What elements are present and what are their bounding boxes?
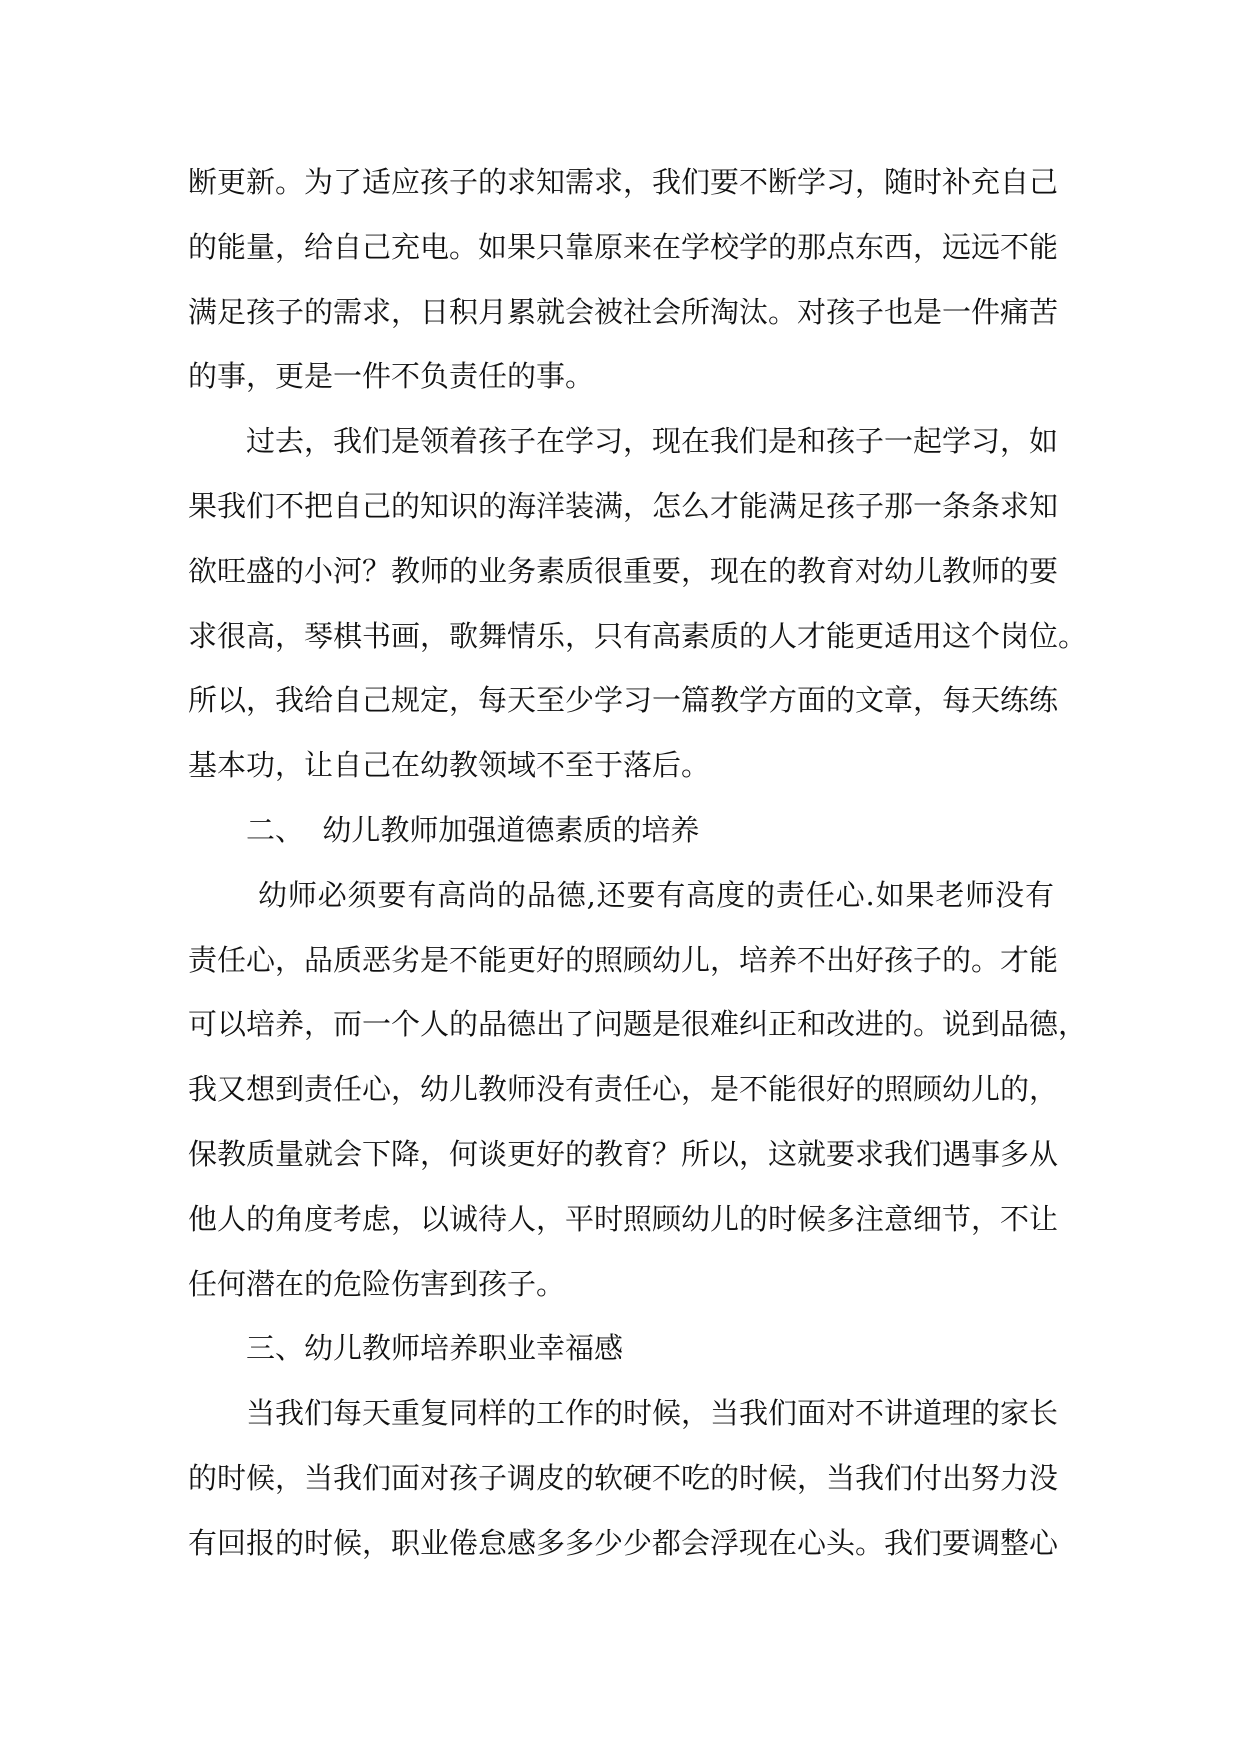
section-heading: 三、幼儿教师培养职业幸福感 <box>246 1331 624 1366</box>
text-line: 当我们每天重复同样的工作的时候，当我们面对不讲道理的家长 <box>246 1396 1059 1431</box>
text-line: 断更新。为了适应孩子的求知需求，我们要不断学习，随时补充自己 <box>188 165 1059 199</box>
text-line: 他人的角度考虑，以诚待人，平时照顾幼儿的时候多注意细节，不让 <box>188 1201 1059 1236</box>
text-line: 我又想到责任心，幼儿教师没有责任心，是不能很好的照顾幼儿的， <box>188 1072 1059 1107</box>
text-line: 有回报的时候，职业倦怠感多多少少都会浮现在心头。我们要调整心 <box>188 1525 1059 1560</box>
text-line: 所以，我给自己规定，每天至少学习一篇教学方面的文章，每天练练 <box>188 683 1059 718</box>
text-line: 满足孩子的需求，日积月累就会被社会所淘汰。对孩子也是一件痛苦 <box>188 294 1059 329</box>
text-line: 责任心，品质恶劣是不能更好的照顾幼儿，培养不出好孩子的。才能 <box>188 942 1059 977</box>
text-line: 幼师必须要有高尚的品德,还要有高度的责任心.如果老师没有 <box>258 877 1054 912</box>
text-line: 求很高，琴棋书画，歌舞情乐，只有高素质的人才能更适用这个岗位。 <box>188 618 1088 653</box>
text-line: 过去，我们是领着孩子在学习，现在我们是和孩子一起学习，如 <box>246 424 1059 459</box>
text-line: 的能量，给自己充电。如果只靠原来在学校学的那点东西，远远不能 <box>188 229 1059 264</box>
text-line: 欲旺盛的小河？教师的业务素质很重要，现在的教育对幼儿教师的要 <box>188 553 1059 588</box>
text-line: 果我们不把自己的知识的海洋装满，怎么才能满足孩子那一条条求知 <box>188 488 1059 523</box>
text-line: 可以培养，而一个人的品德出了问题是很难纠正和改进的。说到品德， <box>188 1007 1088 1042</box>
text-line: 的事，更是一件不负责任的事。 <box>188 359 595 394</box>
text-line: 任何潜在的危险伤害到孩子。 <box>188 1266 566 1301</box>
section-heading: 二、 幼儿教师加强道德素质的培养 <box>246 812 700 847</box>
text-line: 基本功，让自己在幼教领域不至于落后。 <box>188 748 711 783</box>
document-body <box>188 150 1088 1576</box>
text-line: 的时候，当我们面对孩子调皮的软硬不吃的时候，当我们付出努力没 <box>188 1460 1059 1495</box>
text-line: 保教质量就会下降，何谈更好的教育？所以，这就要求我们遇事多从 <box>188 1136 1059 1171</box>
